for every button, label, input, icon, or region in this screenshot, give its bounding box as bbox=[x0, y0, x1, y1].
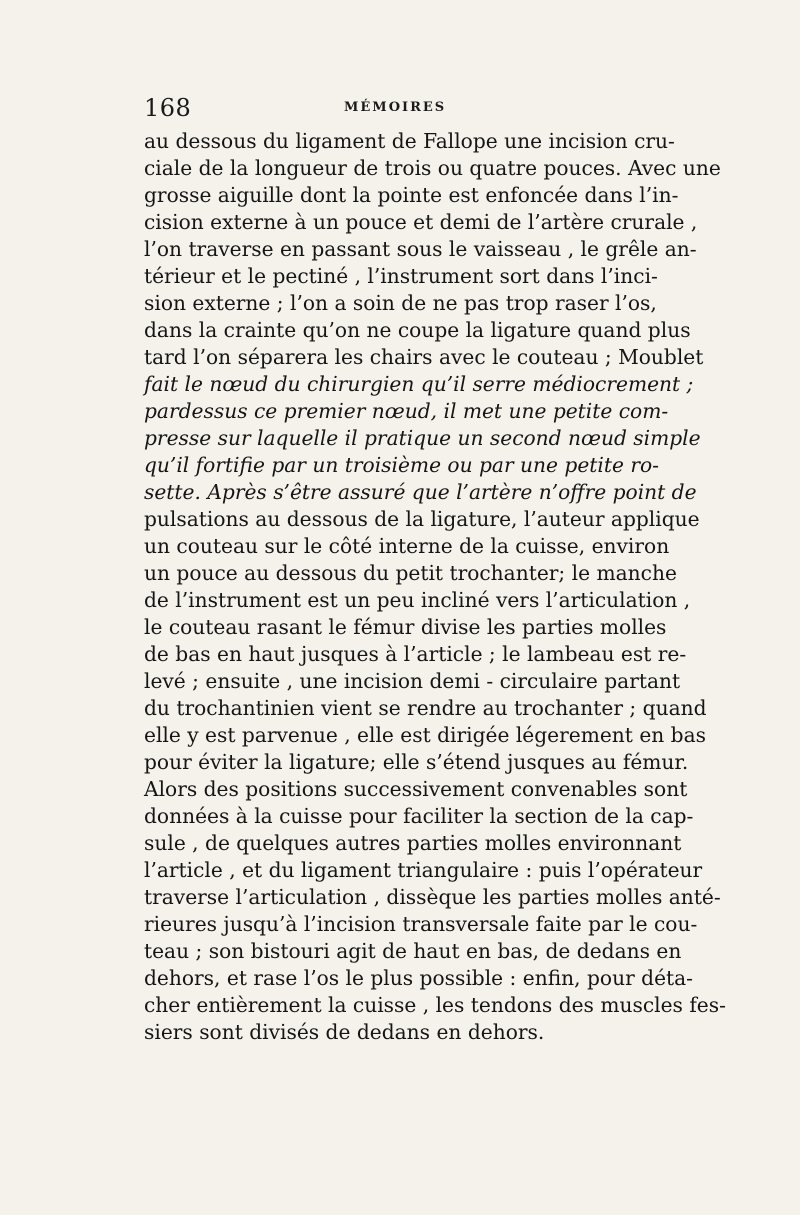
text-line-content: cher entièrement la cuisse , les tendons des muscles fes- bbox=[144, 993, 726, 1017]
text-line-content: levé ; ensuite , une incision demi - circulaire partant bbox=[144, 669, 681, 693]
text-line bbox=[144, 506, 700, 533]
text-line bbox=[144, 695, 707, 722]
text-line bbox=[144, 992, 726, 1019]
text-line-content: de bas en haut jusques à l’article ; le lambeau est re- bbox=[144, 642, 687, 666]
text-line bbox=[144, 371, 694, 398]
text-line-content: l’article , et du ligament triangulaire : puis l’opérateur bbox=[144, 858, 703, 882]
text-line-content: cision externe à un pouce et demi de l’artère crurale , bbox=[144, 210, 698, 234]
text-line-content: pulsations au dessous de la ligature, l’auteur applique bbox=[144, 507, 700, 531]
text-line-content: sion externe ; l’on a soin de ne pas trop raser l’os, bbox=[144, 291, 657, 315]
text-line bbox=[144, 452, 659, 479]
text-line bbox=[144, 290, 659, 317]
text-line-content: de l’instrument est un peu incliné vers l’articulation , bbox=[144, 588, 691, 612]
text-line bbox=[144, 776, 688, 803]
text-line bbox=[144, 479, 697, 506]
text-line-content: térieur et le pectiné , l’instrument sort dans l’inci- bbox=[144, 264, 658, 288]
text-line-content: fait le nœud du chirurgien qu’il serre médiocrement ; bbox=[144, 372, 694, 396]
text-line-content: presse sur laquelle il pratique un second nœud simple bbox=[144, 426, 701, 450]
text-line bbox=[144, 830, 682, 857]
running-head: MÉMOIRES bbox=[344, 100, 447, 115]
text-line-content: siers sont divisés de dedans en dehors. bbox=[144, 1020, 545, 1044]
text-line-content: le couteau rasant le fémur divise les parties molles bbox=[144, 615, 667, 639]
text-line-content: au dessous du ligament de Fallope une incision cru- bbox=[144, 129, 675, 153]
text-line bbox=[144, 749, 689, 776]
text-line-content: rieures jusqu’à l’incision transversale faite par le cou- bbox=[144, 912, 698, 936]
text-line bbox=[144, 1019, 659, 1046]
text-line-content: ciale de la longueur de trois ou quatre pouces. Avec une bbox=[144, 156, 721, 180]
text-line-content: traverse l’articulation , dissèque les parties molles anté- bbox=[144, 885, 721, 909]
text-line bbox=[144, 344, 704, 371]
text-line-content: teau ; son bistouri agit de haut en bas, de dedans en bbox=[144, 939, 682, 963]
text-line-content: données à la cuisse pour faciliter la section de la cap- bbox=[144, 804, 694, 828]
text-line bbox=[144, 668, 681, 695]
text-line-content: sette. Après s’être assuré que l’artère n’offre point de bbox=[144, 480, 697, 504]
text-line bbox=[144, 317, 691, 344]
text-line-content: l’on traverse en passant sous le vaisseau , le grêle an- bbox=[144, 237, 697, 261]
text-line-content: Alors des positions successivement convenables sont bbox=[144, 777, 688, 801]
text-line-content: pour éviter la ligature; elle s’étend jusques au fémur. bbox=[144, 750, 689, 774]
text-line-content: un couteau sur le côté interne de la cuisse, environ bbox=[144, 534, 670, 558]
text-line bbox=[144, 425, 701, 452]
text-line bbox=[144, 965, 693, 992]
text-line bbox=[144, 128, 675, 155]
text-line bbox=[144, 236, 697, 263]
text-line-content: pardessus ce premier nœud, il met une petite com- bbox=[144, 399, 669, 423]
text-line bbox=[144, 560, 677, 587]
text-line-content: du trochantinien vient se rendre au trochanter ; quand bbox=[144, 696, 707, 720]
text-line bbox=[144, 398, 669, 425]
text-line bbox=[144, 155, 721, 182]
text-line-content: grosse aiguille dont la pointe est enfoncée dans l’in- bbox=[144, 183, 679, 207]
text-line bbox=[144, 614, 667, 641]
text-line bbox=[144, 533, 670, 560]
text-line-content: dehors, et rase l’os le plus possible : enfin, pour déta- bbox=[144, 966, 693, 990]
text-line bbox=[144, 182, 679, 209]
text-line bbox=[144, 938, 682, 965]
text-line-content: qu’il fortifie par un troisième ou par une petite ro- bbox=[144, 453, 659, 477]
text-line bbox=[144, 857, 703, 884]
text-line-content: un pouce au dessous du petit trochanter; le manche bbox=[144, 561, 677, 585]
text-line bbox=[144, 911, 698, 938]
body-text bbox=[144, 128, 726, 1046]
page-number: 168 bbox=[144, 94, 192, 122]
text-line-content: elle y est parvenue , elle est dirigée légerement en bas bbox=[144, 723, 706, 747]
text-line-content: tard l’on séparera les chairs avec le couteau ; Moublet bbox=[144, 345, 704, 369]
text-line bbox=[144, 884, 721, 911]
text-line-content: sule , de quelques autres parties molles environnant bbox=[144, 831, 682, 855]
text-line bbox=[144, 587, 691, 614]
text-line bbox=[144, 641, 687, 668]
text-line bbox=[144, 209, 698, 236]
text-line-content: dans la crainte qu’on ne coupe la ligature quand plus bbox=[144, 318, 691, 342]
page-header bbox=[144, 94, 659, 128]
text-line bbox=[144, 263, 659, 290]
text-line bbox=[144, 803, 694, 830]
text-line bbox=[144, 722, 706, 749]
